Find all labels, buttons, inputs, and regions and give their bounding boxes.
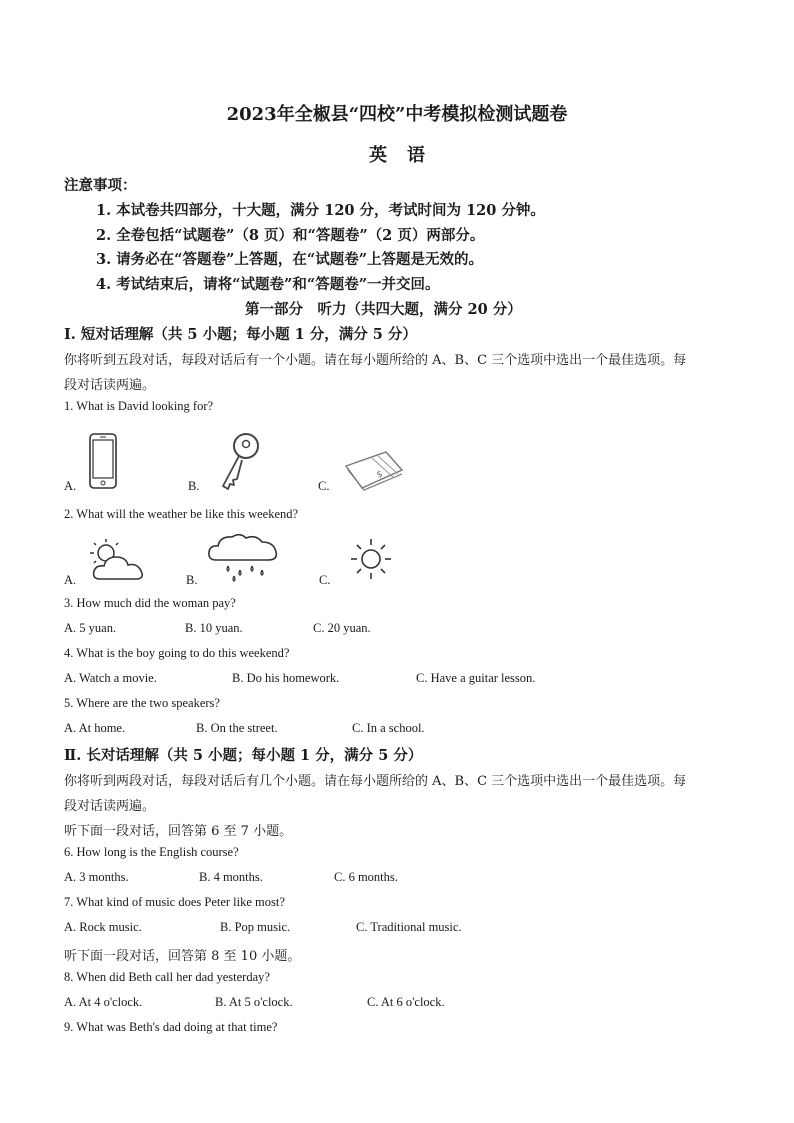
option: C. In a school. bbox=[352, 721, 425, 735]
option: C. 6 months. bbox=[334, 870, 398, 884]
option: A. Rock music. bbox=[64, 920, 142, 934]
svg-text:$: $ bbox=[375, 469, 385, 481]
option: C. At 6 o'clock. bbox=[367, 995, 445, 1009]
option: B. On the street. bbox=[196, 721, 278, 735]
option-b-label: B. bbox=[188, 479, 200, 493]
section-instruction: 段对话读两遍。 bbox=[64, 799, 156, 814]
option: B. 10 yuan. bbox=[185, 621, 243, 635]
section-instruction: 你将听到五段对话，每段对话后有一个小题。请在每小题所给的 A、B、C 三个选项中选出一个最佳选项。每 bbox=[64, 353, 687, 368]
option-a-label: A. bbox=[64, 573, 77, 587]
key-icon bbox=[216, 430, 266, 492]
dialogue-lead: 听下面一段对话，回答第 6 至 7 小题。 bbox=[64, 824, 293, 839]
question-9: 9. What was Beth's dad doing at that time? bbox=[64, 1020, 278, 1034]
question-1: 1. What is David looking for? bbox=[64, 399, 214, 413]
option: A. At 4 o'clock. bbox=[64, 995, 143, 1009]
option: C. Traditional music. bbox=[356, 920, 462, 934]
question-8: 8. When did Beth call her dad yesterday? bbox=[64, 970, 270, 984]
part-heading: 第一部分 听力（共四大题，满分 20 分） bbox=[245, 301, 522, 318]
option: A. At home. bbox=[64, 721, 126, 735]
section-heading: I. 短对话理解（共 5 小题；每小题 1 分，满分 5 分） bbox=[64, 326, 417, 343]
partly-cloudy-icon bbox=[86, 537, 148, 585]
option: A. Watch a movie. bbox=[64, 671, 157, 685]
section-heading: Ⅱ. 长对话理解（共 5 小题；每小题 1 分，满分 5 分） bbox=[64, 747, 423, 764]
option: B. 4 months. bbox=[199, 870, 263, 884]
option: B. Pop music. bbox=[220, 920, 291, 934]
notice-item: 3. 请务必在“答题卷”上答题，在“试题卷”上答题是无效的。 bbox=[96, 251, 484, 268]
exam-title: 2023年全椒县“四校”中考模拟检测试题卷 bbox=[226, 104, 568, 125]
option-c-label: C. bbox=[318, 479, 330, 493]
section-instruction: 你将听到两段对话，每段对话后有几个小题。请在每小题所给的 A、B、C 三个选项中选出一个最佳选项。每 bbox=[64, 774, 687, 789]
option-b-label: B. bbox=[186, 573, 198, 587]
option: A. 3 months. bbox=[64, 870, 129, 884]
notice-heading: 注意事项： bbox=[64, 177, 137, 194]
question-4: 4. What is the boy going to do this weekend? bbox=[64, 646, 290, 660]
option-c-label: C. bbox=[319, 573, 331, 587]
rain-cloud-icon bbox=[206, 532, 280, 584]
question-3: 3. How much did the woman pay? bbox=[64, 596, 236, 610]
subject-title: 英语 bbox=[369, 145, 445, 166]
option-a-label: A. bbox=[64, 479, 77, 493]
sun-icon bbox=[348, 536, 394, 582]
option: B. At 5 o'clock. bbox=[215, 995, 293, 1009]
notice-item: 4. 考试结束后，请将“试题卷”和“答题卷”一并交回。 bbox=[96, 276, 440, 293]
notice-item: 2. 全卷包括“试题卷”（8 页）和“答题卷”（2 页）两部分。 bbox=[96, 227, 485, 244]
notice-item: 1. 本试卷共四部分，十大题，满分 120 分，考试时间为 120 分钟。 bbox=[96, 202, 545, 219]
phone-icon bbox=[88, 432, 118, 490]
dialogue-lead: 听下面一段对话，回答第 8 至 10 小题。 bbox=[64, 949, 301, 964]
option: B. Do his homework. bbox=[232, 671, 340, 685]
question-6: 6. How long is the English course? bbox=[64, 845, 239, 859]
question-2: 2. What will the weather be like this weekend? bbox=[64, 507, 299, 521]
option: C. Have a guitar lesson. bbox=[416, 671, 536, 685]
wallet-icon bbox=[342, 448, 406, 494]
question-7: 7. What kind of music does Peter like most? bbox=[64, 895, 285, 909]
option: C. 20 yuan. bbox=[313, 621, 371, 635]
option: A. 5 yuan. bbox=[64, 621, 117, 635]
question-5: 5. Where are the two speakers? bbox=[64, 696, 220, 710]
section-instruction: 段对话读两遍。 bbox=[64, 378, 156, 393]
